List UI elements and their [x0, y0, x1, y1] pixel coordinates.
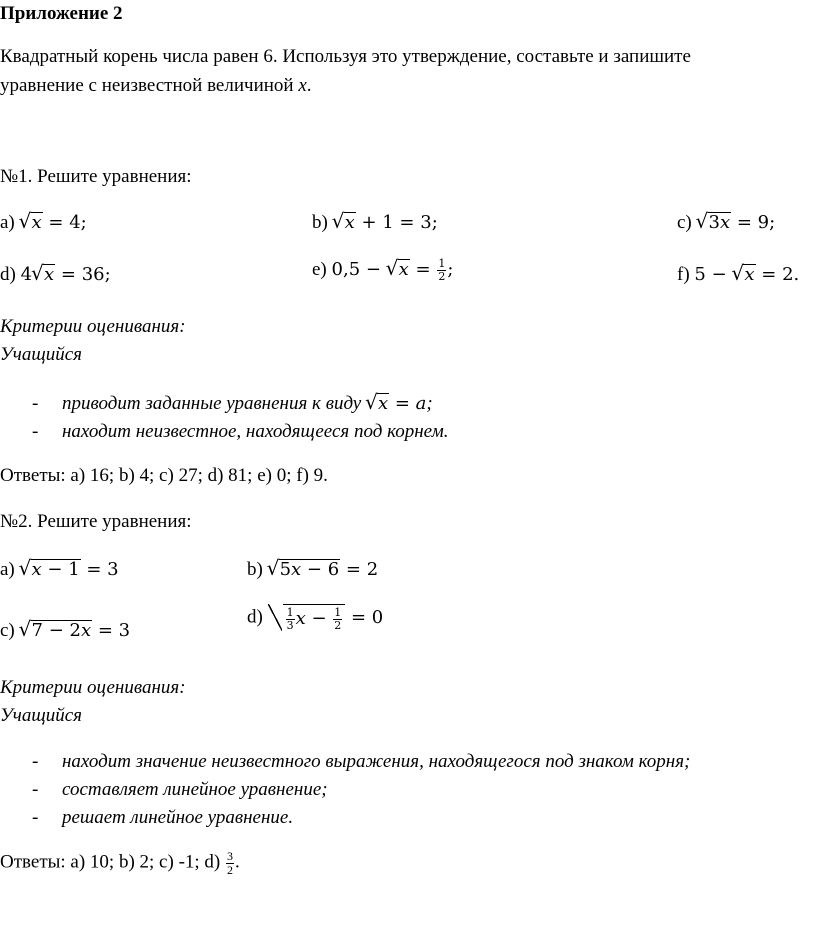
task2-equation-c: c) √ 7 − 2x = 3 — [0, 620, 130, 642]
bullet-dash: - — [32, 807, 39, 828]
bullet-dash: - — [32, 779, 39, 800]
task2-equation-d: d) $\frac{1}{3}$ x − $\frac{1}{2}$ = 0 — [247, 606, 384, 632]
task1-equation-a: a) √ x = 4; — [0, 212, 87, 234]
criteria1-item-1: приводит заданные уравнения к виду √ x = a; — [62, 393, 433, 415]
criteria2-item-3: решает линейное уравнение. — [62, 807, 294, 828]
task2-title: №2. Решите уравнения: — [0, 511, 192, 532]
criteria2-item-2: составляет линейное уравнение; — [62, 779, 328, 800]
answers-1: Ответы: а) 16; b) 4; c) 27; d) 81; e) 0; f) 9. — [0, 465, 328, 486]
criteria1-subject: Учащийся — [0, 344, 82, 365]
criteria2-title: Критерии оценивания: — [0, 677, 186, 698]
intro-line-2: уравнение с неизвестной величиной x. — [0, 75, 312, 96]
answers-2: Ответы: а) 10; b) 2; c) -1; d) $\frac{3}{2}$ . — [0, 849, 240, 877]
bullet-dash: - — [32, 421, 39, 442]
task2-equation-b: b) √ 5x − 6 = 2 — [247, 559, 378, 581]
task1-equation-b: b) √ x + 1 = 3; — [312, 212, 438, 234]
criteria2-subject: Учащийся — [0, 705, 82, 726]
criteria1-title: Критерии оценивания: — [0, 316, 186, 337]
task1-equation-d: d) 4√ x = 36; — [0, 264, 111, 286]
page-title: Приложение 2 — [0, 3, 123, 24]
task2-equation-a: a) √ x − 1 = 3 — [0, 559, 119, 581]
task1-equation-c: c) √ 3x = 9; — [677, 212, 775, 234]
task1-equation-e: e) 0,5 − √ x = $\frac{1}{2}$ ; — [312, 258, 453, 282]
bullet-dash: - — [32, 393, 39, 414]
bullet-dash: - — [32, 751, 39, 772]
criteria2-item-1: находит значение неизвестного выражения, находящегося под знаком корня; — [62, 751, 691, 772]
intro-line-1: Квадратный корень числа равен 6. Используя это утверждение, составьте и запишите — [0, 46, 691, 67]
task1-title: №1. Решите уравнения: — [0, 166, 192, 187]
criteria1-item-2: находит неизвестное, находящееся под корнем. — [62, 421, 449, 442]
task1-equation-f: f) 5 − √ x = 2. — [677, 264, 799, 286]
